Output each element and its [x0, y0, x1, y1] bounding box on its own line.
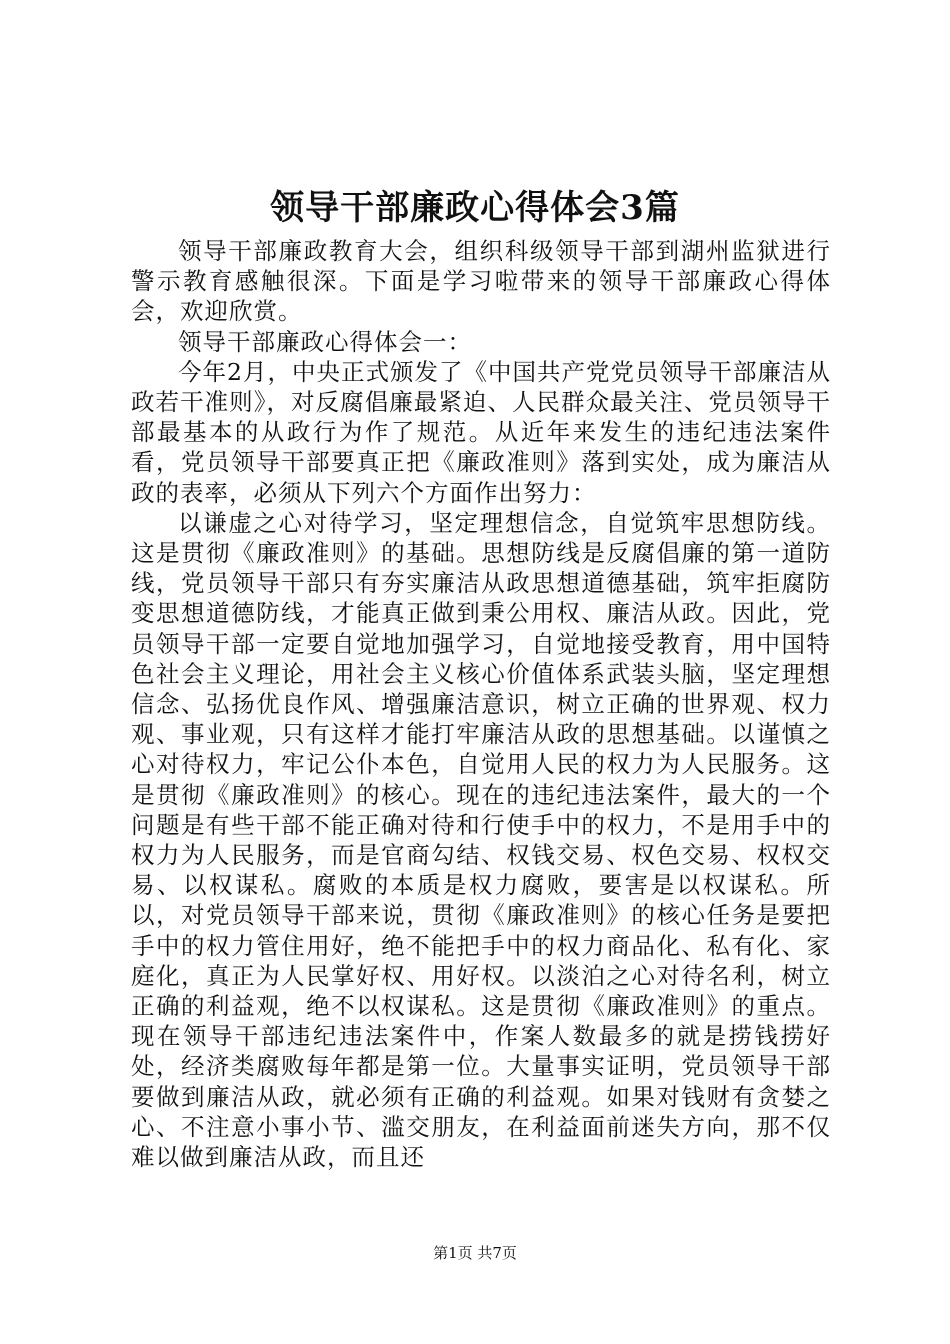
paragraph-background: 今年2月，中央正式颁发了《中国共产党党员领导干部廉洁从政若干准则》，对反腐倡廉最紧迫、人民群众最关注、党员领导干部最基本的从政行为作了规范。从近年来发生的违纪违法案件看，党员领导干部要真正把《廉政准则》落到实处，成为廉洁从政的表率，必须从下列六个方面作出努力： — [131, 357, 831, 507]
paragraph-main: 以谦虚之心对待学习，坚定理想信念，自觉筑牢思想防线。这是贯彻《廉政准则》的基础。思想防线是反腐倡廉的第一道防线，党员领导干部只有夯实廉洁从政思想道德基础，筑牢拒腐防变思想道德防线，才能真正做到秉公用权、廉洁从政。因此，党员领导干部一定要自觉地加强学习，自觉地接受教育，用中国特色社会主义理论，用社会主义核心价值体系武装头脑，坚定理想信念、弘扬优良作风、增强廉洁意识，树立正确的世界观、权力观、事业观，只有这样才能打牢廉洁从政的思想基础。以谨慎之心对待权力，牢记公仆本色，自觉用人民的权力为人民服务。这是贯彻《廉政准则》的核心。现在的违纪违法案件，最大的一个问题是有些干部不能正确对待和行使手中的权力，不是用手中的权力为人民服务，而是官商勾结、权钱交易、权色交易、权权交易、以权谋私。腐败的本质是权力腐败，要害是以权谋私。所以，对党员领导干部来说，贯彻《廉政准则》的核心任务是要把手中的权力管住用好，绝不能把手中的权力商品化、私有化、家庭化，真正为人民掌好权、用好权。以淡泊之心对待名利，树立正确的利益观，绝不以权谋私。这是贯彻《廉政准则》的重点。现在领导干部违纪违法案件中，作案人数最多的就是捞钱捞好处，经济类腐败每年都是第一位。大量事实证明，党员领导干部要做到廉洁从政，就必须有正确的利益观。如果对钱财有贪婪之心、不注意小事小节、滥交朋友，在利益面前迷失方向，那不仅难以做到廉洁从政，而且还 — [131, 508, 831, 1172]
paragraph-section-heading: 领导干部廉政心得体会一： — [178, 327, 472, 356]
document-title: 领导干部廉政心得体会3篇 — [270, 188, 680, 228]
page-footer: 第1页 共7页 — [433, 1244, 517, 1262]
paragraph-intro: 领导干部廉政教育大会，组织科级领导干部到湖州监狱进行警示教育感触很深。下面是学习啦带来的领导干部廉政心得体会，欢迎欣赏。 — [131, 237, 831, 326]
document-body — [131, 236, 831, 1172]
